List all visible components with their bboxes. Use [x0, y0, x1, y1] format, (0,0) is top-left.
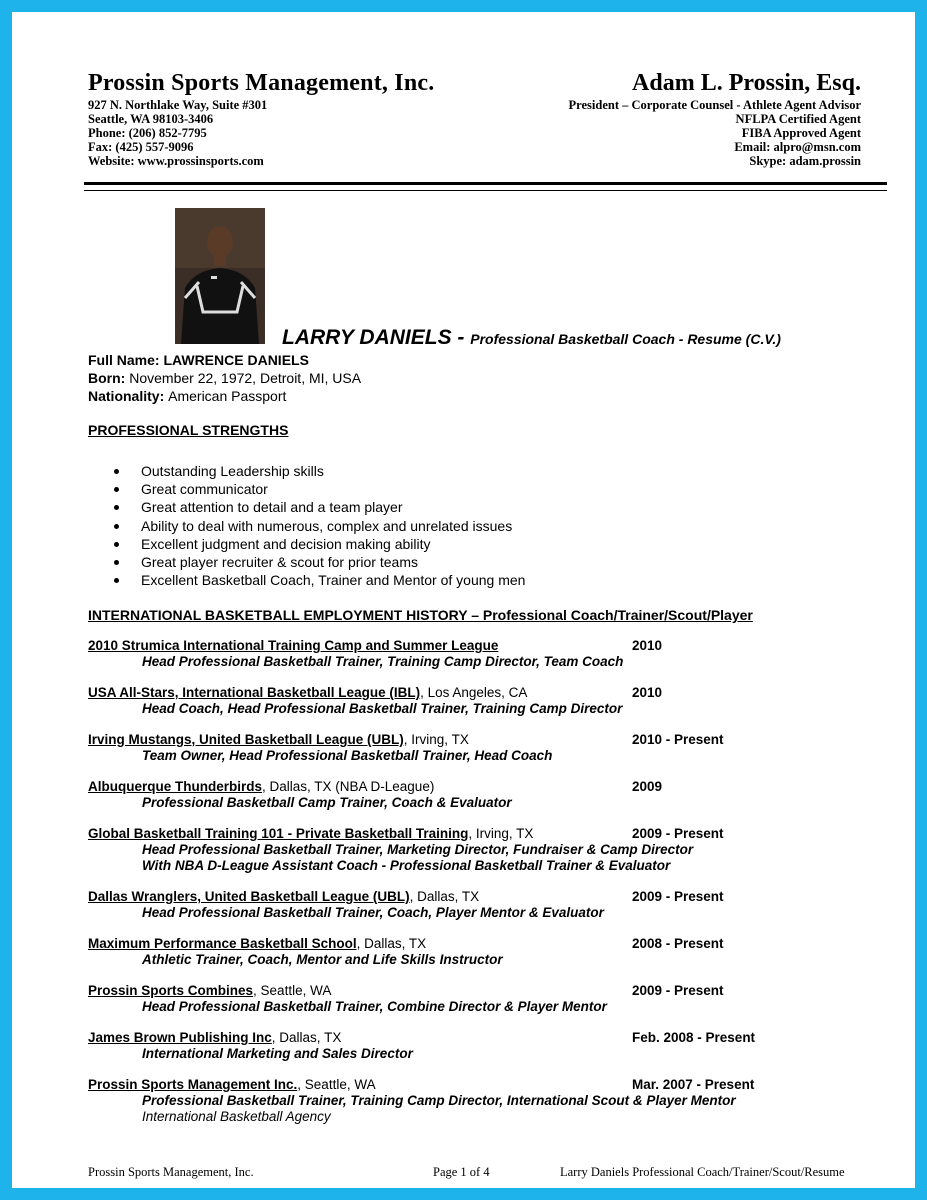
job-entry-header: [88, 936, 426, 952]
nationality-row: [88, 387, 286, 405]
footer-company: Prossin Sports Management, Inc.: [88, 1165, 254, 1179]
bullet-icon: [114, 542, 119, 547]
resume-title: [282, 326, 781, 350]
job-entry-header: [88, 685, 527, 701]
strengths-list: [112, 462, 525, 589]
bullet-icon: [114, 505, 119, 510]
job-role: Head Professional Basketball Trainer, Training Camp Director, Team Coach: [142, 654, 624, 669]
job-date: 2008 - Present: [632, 936, 724, 951]
job-role: Professional Basketball Trainer, Training Camp Director, International Scout & Player Mentor: [142, 1093, 736, 1108]
job-date: 2010: [632, 685, 663, 700]
job-entry-header: [88, 732, 469, 748]
job-role: Team Owner, Head Professional Basketball Trainer, Head Coach: [142, 748, 553, 763]
job-organization: Albuquerque Thunderbirds: [88, 779, 262, 794]
job-date: 2010 - Present: [632, 732, 724, 747]
job-organization: Global Basketball Training 101 - Private Basketball Training: [88, 826, 469, 841]
job-role: Head Professional Basketball Trainer, Marketing Director, Fundraiser & Camp Director: [142, 842, 694, 857]
job-entry-header: [88, 638, 498, 654]
bullet-icon: [114, 469, 119, 474]
company-name: Prossin Sports Management, Inc.: [88, 70, 435, 96]
job-role: Professional Basketball Camp Trainer, Coach & Evaluator: [142, 795, 512, 810]
bullet-icon: [114, 560, 119, 565]
job-entry-header: [88, 1077, 376, 1093]
born-label: Born:: [88, 370, 130, 386]
job-date: 2009 - Present: [632, 826, 724, 841]
job-location: , Los Angeles, CA: [420, 685, 528, 700]
footer-document-title: Larry Daniels Professional Coach/Trainer/Scout/Resume: [560, 1165, 845, 1179]
job-organization: James Brown Publishing Inc: [88, 1030, 272, 1045]
job-entry-header: [88, 779, 434, 795]
job-organization: Maximum Performance Basketball School: [88, 936, 357, 951]
job-role: Head Professional Basketball Trainer, Coach, Player Mentor & Evaluator: [142, 905, 604, 920]
job-role: International Marketing and Sales Director: [142, 1046, 413, 1061]
job-role: With NBA D-League Assistant Coach - Professional Basketball Trainer & Evaluator: [142, 858, 671, 873]
agent-nflpa-line: NFLPA Certified Agent: [735, 112, 861, 126]
full-name-label: Full Name:: [88, 352, 164, 368]
job-entry-header: [88, 889, 479, 905]
list-item: Excellent judgment and decision making ability: [112, 535, 525, 553]
resume-subtitle: Professional Basketball Coach - Resume (C.V.): [470, 331, 781, 347]
job-role: International Basketball Agency: [142, 1109, 331, 1124]
job-organization: Prossin Sports Combines: [88, 983, 254, 998]
full-name-value: LAWRENCE DANIELS: [163, 352, 309, 368]
candidate-name: LARRY DANIELS -: [282, 326, 471, 349]
job-entry-header: [88, 983, 331, 999]
header-divider-thick: [84, 182, 887, 185]
full-name-row: [88, 351, 309, 369]
job-location: , Irving, TX: [468, 826, 534, 841]
agent-skype-line: Skype: adam.prossin: [749, 154, 861, 168]
job-date: Mar. 2007 - Present: [632, 1077, 755, 1092]
job-entry-header: [88, 826, 533, 842]
job-organization: Dallas Wranglers, United Basketball League (UBL): [88, 889, 410, 904]
company-phone-line: Phone: (206) 852-7795: [88, 126, 207, 140]
header-divider-thin: [84, 190, 887, 191]
profile-photo: [175, 208, 265, 344]
job-organization: Irving Mustangs, United Basketball League (UBL): [88, 732, 404, 747]
job-location: , Seattle, WA: [253, 983, 332, 998]
job-date: Feb. 2008 - Present: [632, 1030, 756, 1045]
agent-name: Adam L. Prossin, Esq.: [632, 70, 861, 96]
bullet-icon: [114, 578, 119, 583]
nationality-value: American Passport: [168, 388, 287, 404]
agent-title-line: President – Corporate Counsel - Athlete Agent Advisor: [568, 98, 861, 112]
born-row: [88, 369, 361, 387]
job-location: , Seattle, WA: [297, 1077, 376, 1092]
job-role: Head Coach, Head Professional Basketball Trainer, Training Camp Director: [142, 701, 623, 716]
bullet-icon: [114, 487, 119, 492]
list-item: Great communicator: [112, 480, 525, 498]
footer-page-number: Page 1 of 4: [433, 1165, 490, 1179]
employment-heading: INTERNATIONAL BASKETBALL EMPLOYMENT HISTORY – Professional Coach/Trainer/Scout/Player: [88, 607, 753, 623]
job-entry-header: [88, 1030, 341, 1046]
job-organization: Prossin Sports Management Inc.: [88, 1077, 298, 1092]
job-role: Athletic Trainer, Coach, Mentor and Life Skills Instructor: [142, 952, 503, 967]
job-location: , Dallas, TX (NBA D-League): [262, 779, 435, 794]
job-location: , Dallas, TX: [271, 1030, 342, 1045]
job-date: 2009 - Present: [632, 983, 724, 998]
job-date: 2009 - Present: [632, 889, 724, 904]
job-organization: USA All-Stars, International Basketball League (IBL): [88, 685, 421, 700]
list-item: Great attention to detail and a team player: [112, 498, 525, 516]
list-item: Excellent Basketball Coach, Trainer and Mentor of young men: [112, 571, 525, 589]
agent-email-line: Email: alpro@msn.com: [734, 140, 861, 154]
job-date: 2009: [632, 779, 663, 794]
born-value: November 22, 1972, Detroit, MI, USA: [129, 370, 362, 386]
strengths-heading: PROFESSIONAL STRENGTHS: [88, 422, 289, 438]
job-date: 2010: [632, 638, 663, 653]
list-item: Ability to deal with numerous, complex and unrelated issues: [112, 517, 525, 535]
job-role: Head Professional Basketball Trainer, Combine Director & Player Mentor: [142, 999, 607, 1014]
company-city-line: Seattle, WA 98103-3406: [88, 112, 214, 126]
company-website-line: Website: www.prossinsports.com: [88, 154, 264, 168]
job-location: , Dallas, TX: [409, 889, 480, 904]
job-location: , Irving, TX: [403, 732, 469, 747]
person-photo-icon: [175, 208, 265, 344]
company-address-line: 927 N. Northlake Way, Suite #301: [88, 98, 268, 112]
agent-fiba-line: FIBA Approved Agent: [741, 126, 861, 140]
company-fax-line: Fax: (425) 557-9096: [88, 140, 194, 154]
nationality-label: Nationality:: [88, 388, 169, 404]
job-location: , Dallas, TX: [356, 936, 427, 951]
bullet-icon: [114, 524, 119, 529]
job-organization: 2010 Strumica International Training Camp and Summer League: [88, 638, 499, 653]
list-item: Great player recruiter & scout for prior teams: [112, 553, 525, 571]
list-item: Outstanding Leadership skills: [112, 462, 525, 480]
